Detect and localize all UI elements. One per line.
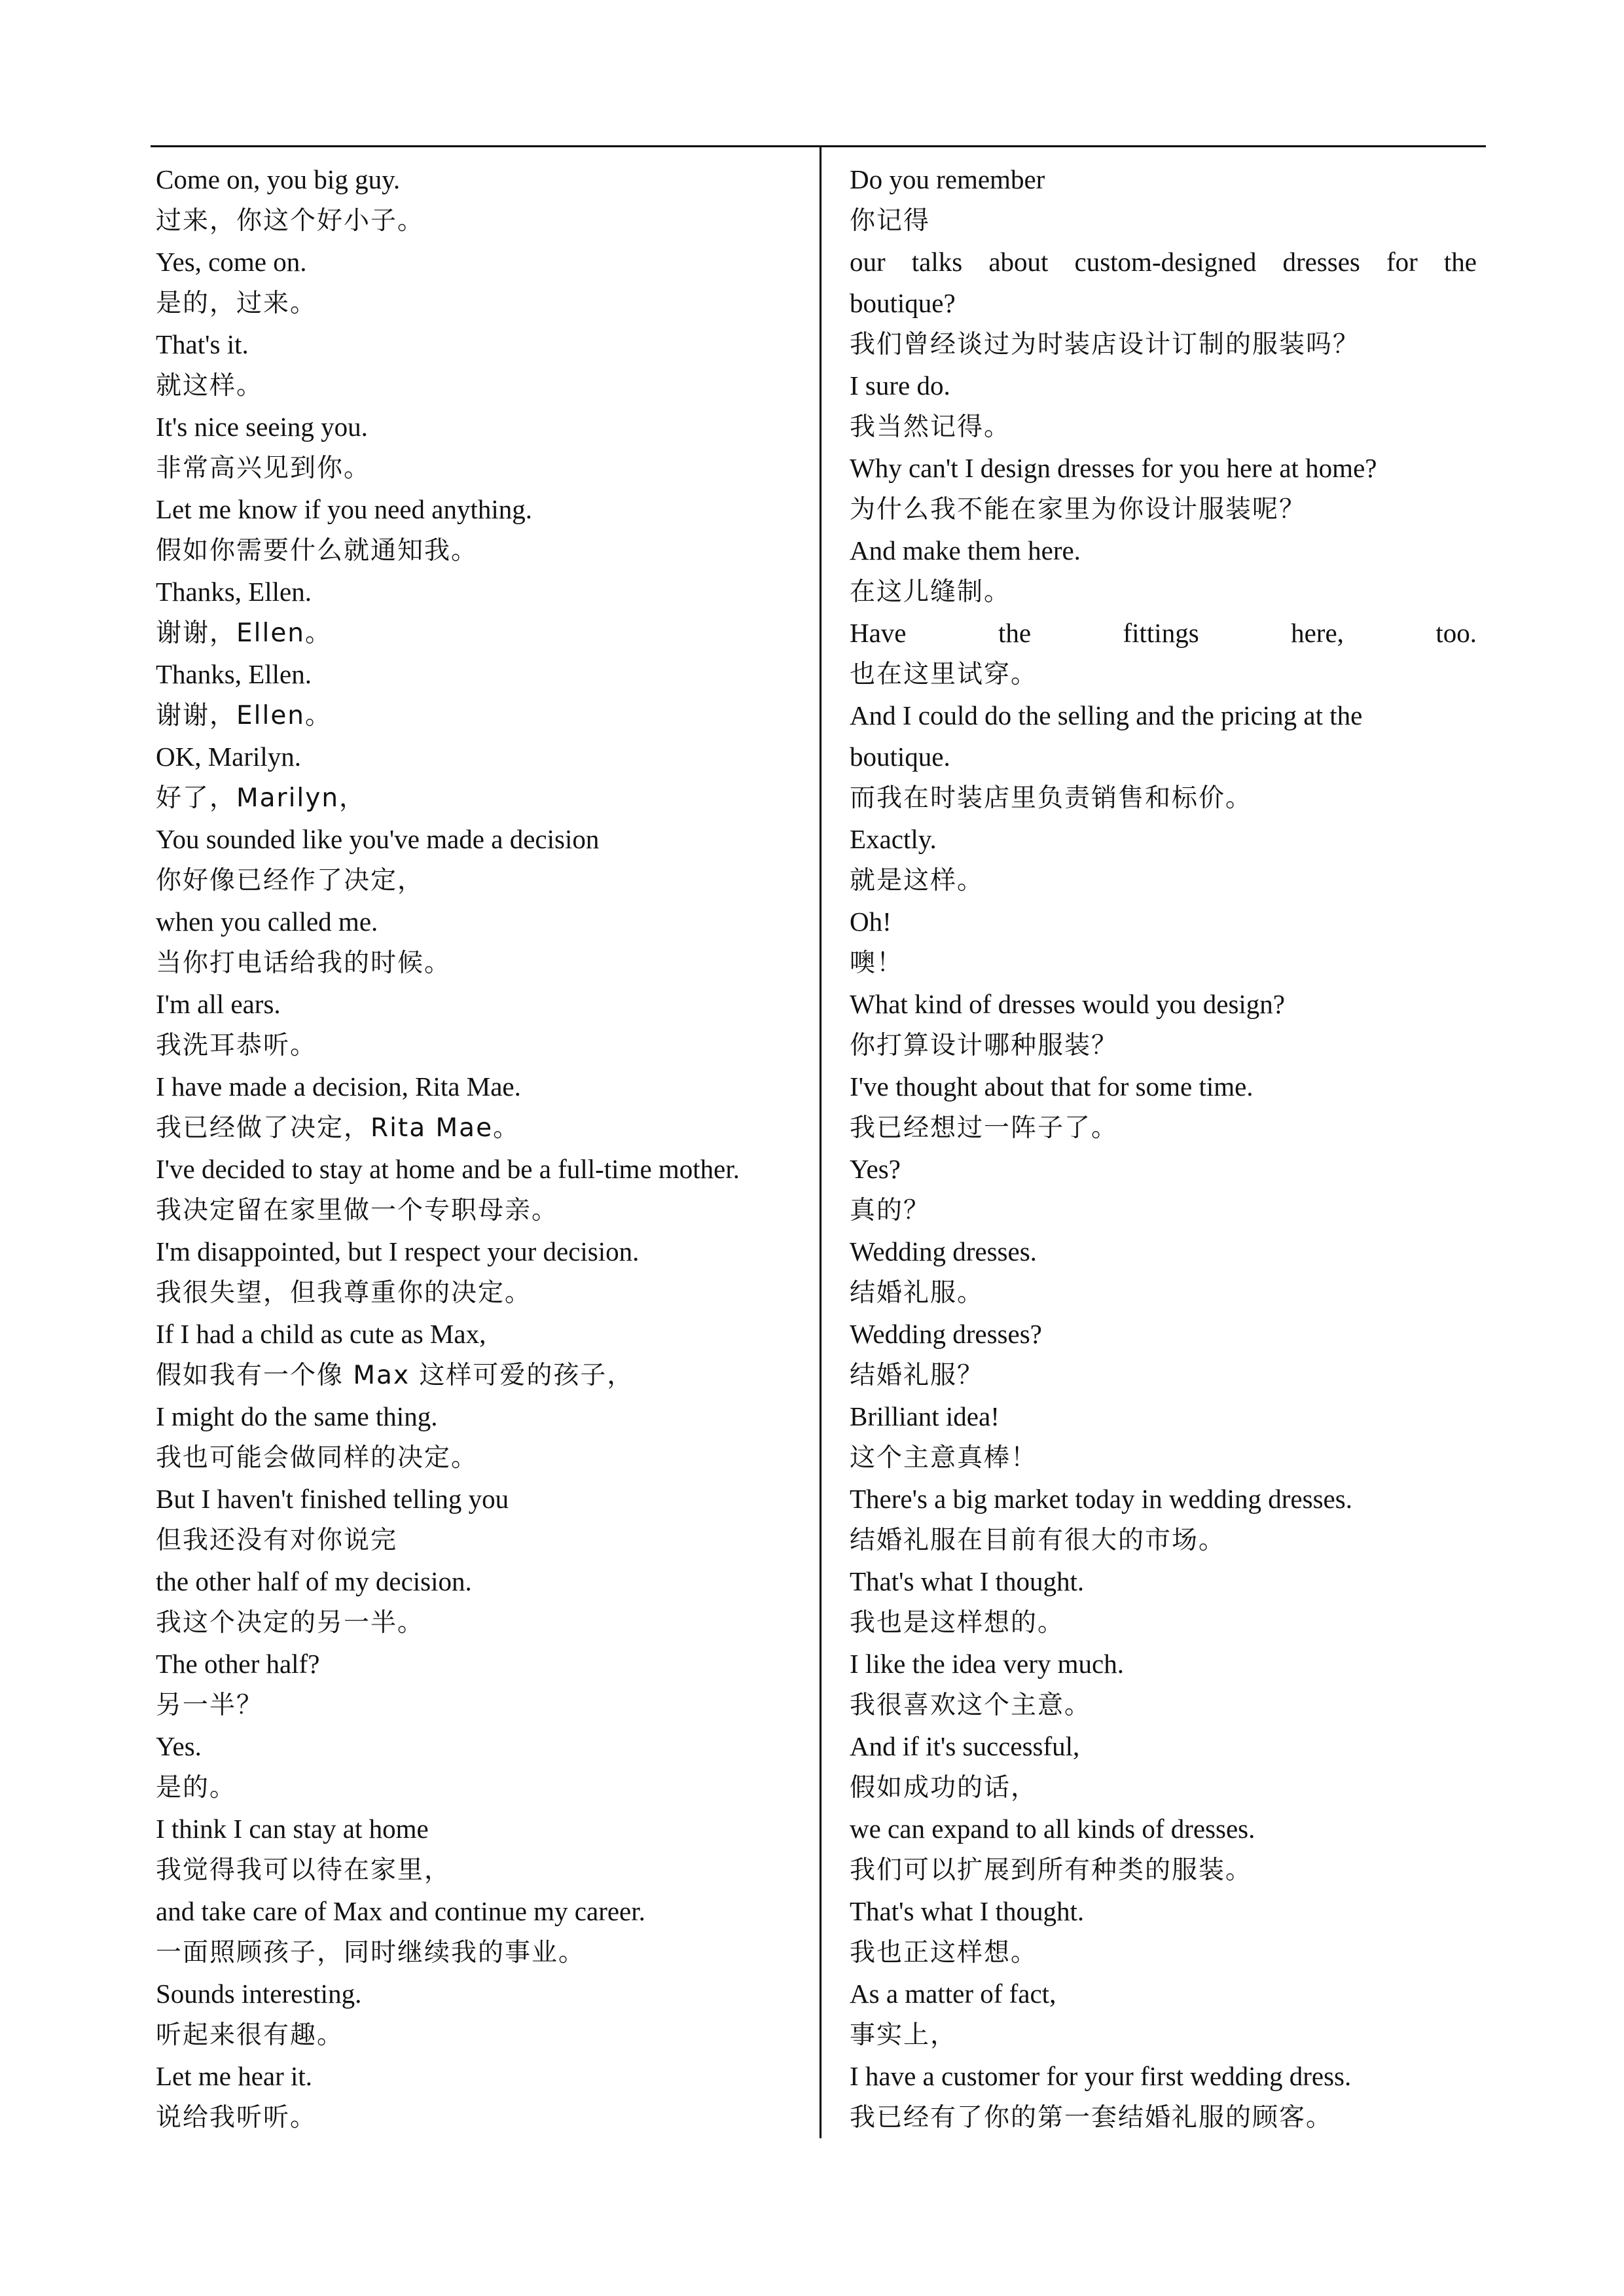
right-column <box>850 159 1477 2138</box>
dialogue-line: Sounds interesting. <box>156 1979 362 2009</box>
dialogue-line: 我很失望，但我尊重你的决定。 <box>156 1278 532 1308</box>
dialogue-line: 结婚礼服。 <box>850 1278 984 1308</box>
dialogue-line: 但我还没有对你说完 <box>156 1526 398 1555</box>
dialogue-line: And if it's successful, <box>850 1731 1080 1761</box>
left-column <box>156 159 829 2138</box>
dialogue-line: 谢谢，Ellen。 <box>156 701 333 730</box>
dialogue-line: Come on, you big guy. <box>156 164 401 194</box>
dialogue-line: Brilliant idea! <box>850 1401 1000 1431</box>
dialogue-line: 我也正这样想。 <box>850 1938 1038 1967</box>
dialogue-line: 是的。 <box>156 1773 237 1803</box>
dialogue-line: Yes? <box>850 1154 901 1184</box>
dialogue-line: Yes. <box>156 1731 202 1761</box>
dialogue-line: 假如你需要什么就通知我。 <box>156 536 478 565</box>
dialogue-line: If I had a child as cute as Max, <box>156 1319 486 1349</box>
dialogue-line: 也在这里试穿。 <box>850 660 1038 689</box>
dialogue-line: There's a big market today in wedding dresses. <box>850 1484 1352 1514</box>
dialogue-line: Let me hear it. <box>156 2061 313 2091</box>
dialogue-line: I've thought about that for some time. <box>850 1071 1254 1102</box>
dialogue-line: Why can't I design dresses for you here at home? <box>850 453 1377 483</box>
dialogue-line: I have made a decision, Rita Mae. <box>156 1071 521 1102</box>
column-divider <box>820 147 821 2138</box>
dialogue-line: 真的？ <box>850 1196 931 1225</box>
dialogue-line: 这个主意真棒！ <box>850 1443 1038 1473</box>
dialogue-line: 你记得 <box>850 206 931 236</box>
dialogue-line: Thanks, Ellen. <box>156 659 312 689</box>
dialogue-line: 非常高兴见到你。 <box>156 454 371 483</box>
dialogue-line: 我已经有了你的第一套结婚礼服的顾客。 <box>850 2103 1333 2132</box>
dialogue-line: 听起来很有趣。 <box>156 2020 344 2050</box>
dialogue-line: Wedding dresses? <box>850 1319 1042 1349</box>
dialogue-line: 我们曾经谈过为时装店设计订制的服装吗？ <box>850 330 1360 359</box>
dialogue-line: Exactly. <box>850 824 937 854</box>
dialogue-line: It's nice seeing you. <box>156 412 368 442</box>
dialogue-line: Oh! <box>850 906 892 937</box>
dialogue-line: 是的，过来。 <box>156 289 317 318</box>
dialogue-line: That's what I thought. <box>850 1566 1085 1596</box>
dialogue-line: 就这样。 <box>156 371 264 401</box>
dialogue-line: Wedding dresses. <box>850 1236 1037 1266</box>
dialogue-line: 你打算设计哪种服装？ <box>850 1031 1119 1060</box>
dialogue-line: 你好像已经作了决定， <box>156 866 425 895</box>
dialogue-line: What kind of dresses would you design? <box>850 989 1285 1019</box>
dialogue-line: the other half of my decision. <box>156 1566 472 1596</box>
dialogue-line: 我已经想过一阵子了。 <box>850 1113 1119 1143</box>
dialogue-line: Have the fittings here, too. <box>850 618 1477 648</box>
dialogue-line: 噢！ <box>850 948 904 978</box>
dialogue-line: The other half? <box>156 1649 320 1679</box>
document-page <box>151 145 1486 2138</box>
dialogue-line: and take care of Max and continue my career. <box>156 1896 645 1926</box>
dialogue-line: I have a customer for your first wedding dress. <box>850 2061 1352 2091</box>
dialogue-line: You sounded like you've made a decision <box>156 824 600 854</box>
dialogue-line: 结婚礼服？ <box>850 1361 984 1390</box>
dialogue-line: That's it. <box>156 329 249 359</box>
dialogue-line: I sure do. <box>850 370 950 401</box>
dialogue-line: 另一半？ <box>156 1691 264 1720</box>
dialogue-line: And I could do the selling and the pricing at the <box>850 700 1363 730</box>
dialogue-line: I've decided to stay at home and be a full-time mother. <box>156 1154 740 1184</box>
dialogue-line: we can expand to all kinds of dresses. <box>850 1814 1255 1844</box>
dialogue-line: 一面照顾孩子，同时继续我的事业。 <box>156 1938 586 1967</box>
dialogue-line: 我也是这样想的。 <box>850 1608 1065 1638</box>
dialogue-line: 说给我听听。 <box>156 2103 317 2132</box>
dialogue-line: 谢谢，Ellen。 <box>156 619 333 648</box>
dialogue-line: 我当然记得。 <box>850 412 1011 442</box>
dialogue-line: 我这个决定的另一半。 <box>156 1608 425 1638</box>
dialogue-line: 假如成功的话， <box>850 1773 1038 1803</box>
dialogue-line: boutique? <box>850 288 956 318</box>
dialogue-line: 我决定留在家里做一个专职母亲。 <box>156 1196 559 1225</box>
dialogue-line: 就是这样。 <box>850 866 984 895</box>
dialogue-line: 而我在时装店里负责销售和标价。 <box>850 783 1253 813</box>
dialogue-line: Do you remember <box>850 164 1045 194</box>
dialogue-line: OK, Marilyn. <box>156 742 302 772</box>
dialogue-line: 我们可以扩展到所有种类的服装。 <box>850 1856 1253 1885</box>
dialogue-line: I'm all ears. <box>156 989 281 1019</box>
dialogue-line: I think I can stay at home <box>156 1814 429 1844</box>
dialogue-line: 我也可能会做同样的决定。 <box>156 1443 478 1473</box>
dialogue-line: 假如我有一个像 Max 这样可爱的孩子， <box>156 1361 634 1390</box>
dialogue-line: Yes, come on. <box>156 247 307 277</box>
dialogue-line: when you called me. <box>156 906 378 937</box>
dialogue-line: But I haven't finished telling you <box>156 1484 509 1514</box>
dialogue-line: And make them here. <box>850 535 1081 565</box>
dialogue-line: I'm disappointed, but I respect your decision. <box>156 1236 640 1266</box>
dialogue-line: Thanks, Ellen. <box>156 577 312 607</box>
dialogue-line: That's what I thought. <box>850 1896 1085 1926</box>
dialogue-line: 结婚礼服在目前有很大的市场。 <box>850 1526 1226 1555</box>
dialogue-line: 好了，Marilyn， <box>156 783 367 813</box>
dialogue-line: boutique. <box>850 742 950 772</box>
dialogue-line: our talks about custom-designed dresses for the <box>850 247 1477 277</box>
dialogue-line: 过来，你这个好小子。 <box>156 206 425 236</box>
dialogue-line: 我觉得我可以待在家里， <box>156 1856 452 1885</box>
dialogue-line: I might do the same thing. <box>156 1401 438 1431</box>
dialogue-line: 我洗耳恭听。 <box>156 1031 317 1060</box>
dialogue-line: 为什么我不能在家里为你设计服装呢？ <box>850 495 1307 524</box>
dialogue-line: Let me know if you need anything. <box>156 494 533 524</box>
dialogue-line: 在这儿缝制。 <box>850 577 1011 607</box>
dialogue-line: As a matter of fact, <box>850 1979 1056 2009</box>
dialogue-line: 当你打电话给我的时候。 <box>156 948 452 978</box>
dialogue-line: 事实上， <box>850 2020 958 2050</box>
dialogue-line: 我已经做了决定，Rita Mae。 <box>156 1113 520 1143</box>
dialogue-line: 我很喜欢这个主意。 <box>850 1691 1092 1720</box>
dialogue-line: I like the idea very much. <box>850 1649 1124 1679</box>
